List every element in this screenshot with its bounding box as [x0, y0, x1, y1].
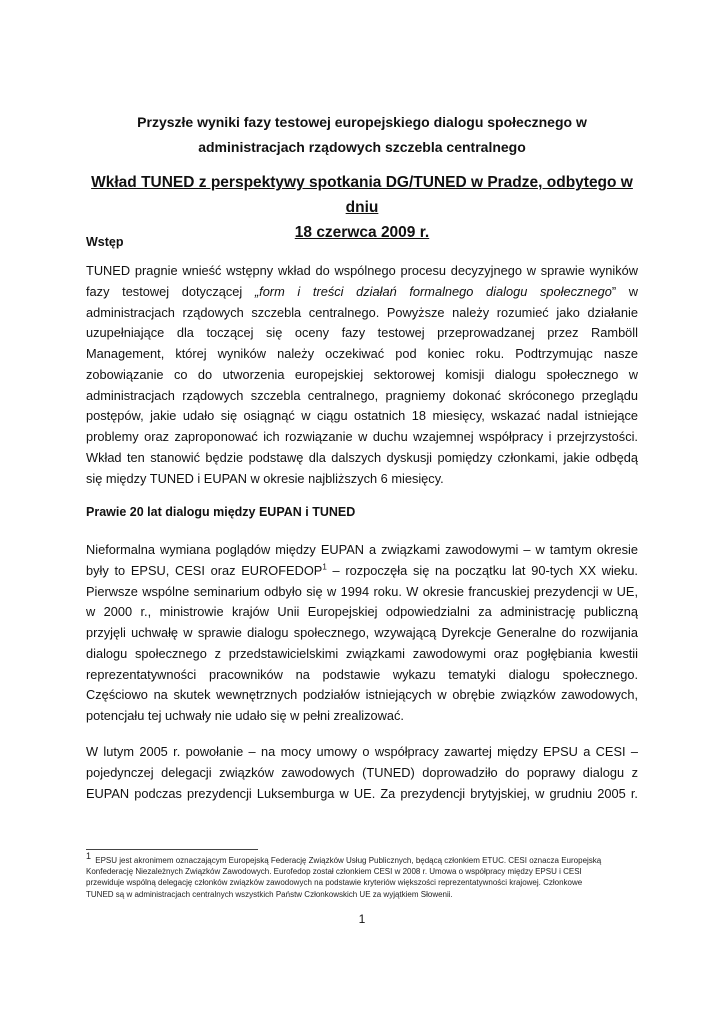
paragraph-line: potencjału tej uchwały nie udało się w pełni zrealizować. — [86, 708, 404, 723]
paragraph-line: administracjach rządowych szczebla centralnego, pragniemy dokonać skróconego przeglądu — [86, 387, 638, 403]
subtitle-line: Wkład TUNED z perspektywy spotkania DG/TUNED w Pradze, odbytego w dniu — [91, 174, 633, 216]
paragraph-line: dialogu społecznego z przedstawicielskimi związkami zawodowymi oraz pogłębiania kwestii — [86, 645, 638, 661]
text-run: były to EPSU, CESI oraz EUROFEDOP — [86, 562, 323, 578]
paragraph-line: przyjęli uchwałę w sprawie dialogu społecznego, wzywającą Dyrekcje Generalne do rozwijania — [86, 625, 638, 640]
paragraph-line: Pierwsze wspólne seminarium odbyło się w 1994 roku. W okresie francuskiej prezydencji w UE, — [86, 583, 638, 599]
footnote-line — [86, 851, 642, 866]
paragraph-line: w 2000 r., ministrowie krajów Unii Europejskiej odpowiedzialni za administrację publiczną — [86, 604, 638, 620]
footnote-line: TUNED są w administracjach centralnych wszystkich Państw Członkowskich UE za wyjątkiem Słowenii. — [86, 889, 453, 899]
intro-paragraph — [86, 261, 638, 489]
paragraph-line: Wkład ten stanowić będzie podstawę dla dalszych dyskusji pomiędzy członkami, jakie odbędą — [86, 449, 638, 465]
footnote-line: przewiduje wspólną delegację członków związków zawodowych na podstawie kryteriów większości reprezentatywności krajowej. Członkowe — [86, 878, 583, 888]
paragraph-line: W lutym 2005 r. powołanie – na mocy umowy o współpracy zawartej między EPSU a CESI – — [86, 744, 638, 759]
footnote-separator — [86, 849, 258, 850]
paragraph-line: reprezentatywności pracowników na podstawie wykazu tematyki dialogu społecznego. — [86, 666, 638, 682]
history-paragraph-1 — [86, 540, 638, 727]
page-number: 1 — [358, 912, 366, 926]
footnote-reference[interactable]: 1 — [322, 562, 327, 572]
paragraph-line: się między TUNED i EUPAN w okresie najbliższych 6 miesięcy. — [86, 470, 444, 486]
title-line: Przyszłe wyniki fazy testowej europejskiego dialogu społecznego w — [137, 114, 587, 130]
paragraph-line — [86, 282, 638, 303]
paragraph-line — [86, 561, 638, 582]
subtitle-line: 18 czerwca 2009 r. — [294, 224, 430, 241]
text-run: ” w — [611, 283, 639, 299]
text-run: – rozpoczęła się na początku lat 90-tych XX wieku. — [326, 562, 638, 578]
section-heading-history: Prawie 20 lat dialogu między EUPAN i TUNED — [86, 505, 356, 519]
paragraph-line: TUNED pragnie wnieść wstępny wkład do wspólnego procesu decyzyjnego w sprawie wyników — [86, 263, 638, 278]
paragraph-line: zobowiązanie co do utworzenia europejskiej sektorowej komisji dialogu społecznego w — [86, 366, 638, 382]
paragraph-line: uzupełniające dla toczącej się oceny fazy testowej przeprowadzanej przez Ramböll — [86, 325, 638, 341]
paragraph-line: administracjach rządowych szczebla centralnego. Powyższe należy rozumieć jako działanie — [86, 304, 638, 320]
paragraph-line: postępów, jakie udało się osiągnąć w ciągu ostatnich 18 miesięcy, wskazać nadal istniejące — [86, 408, 638, 424]
footnote-marker: 1 — [86, 851, 92, 862]
paragraph-line: Częściowo na skutek wewnętrznych podziałów istniejących w obrębie związków zawodowych, — [86, 687, 638, 703]
footnote-line: Konfederację Niezależnych Związków Zawodowych. Eurofedop został członkiem CESI w 2008 r. Umowa o współpracy między EPSU i CESI — [86, 867, 582, 877]
history-paragraph-2 — [86, 742, 638, 804]
paragraph-line: problemy oraz zaproponować ich rozwiązanie w duchu wzajemnej współpracy i przejrzystości. — [86, 429, 638, 444]
document-title — [86, 110, 638, 160]
title-line: administracjach rządowych szczebla centralnego — [198, 139, 526, 155]
italic-quote: „form i treści działań formalnego dialogu społecznego — [254, 283, 612, 299]
footnote-text: EPSU jest akronimem oznaczającym Europejską Federację Związków Usług Publicznych, będącą członkiem ETUC. CESI oznacza Europejską — [95, 856, 602, 865]
section-heading-intro: Wstęp — [86, 235, 124, 249]
text-run: fazy testowej dotyczącej — [86, 283, 255, 299]
paragraph-line: Nieformalna wymiana poglądów między EUPAN a związkami zawodowymi – w tamtym okresie — [86, 542, 638, 557]
paragraph-line: pojedynczej delegacji związków zawodowych (TUNED) doprowadziło do poprawy dialogu z — [86, 764, 638, 780]
paragraph-line: Management, której wyników należy oczekiwać pod koniec roku. Podtrzymując nasze — [86, 346, 638, 361]
paragraph-line: EUPAN podczas prezydencji Luksemburga w UE. Za prezydencji brytyjskiej, w grudniu 2005 r. — [86, 785, 638, 801]
footnote — [86, 851, 642, 900]
